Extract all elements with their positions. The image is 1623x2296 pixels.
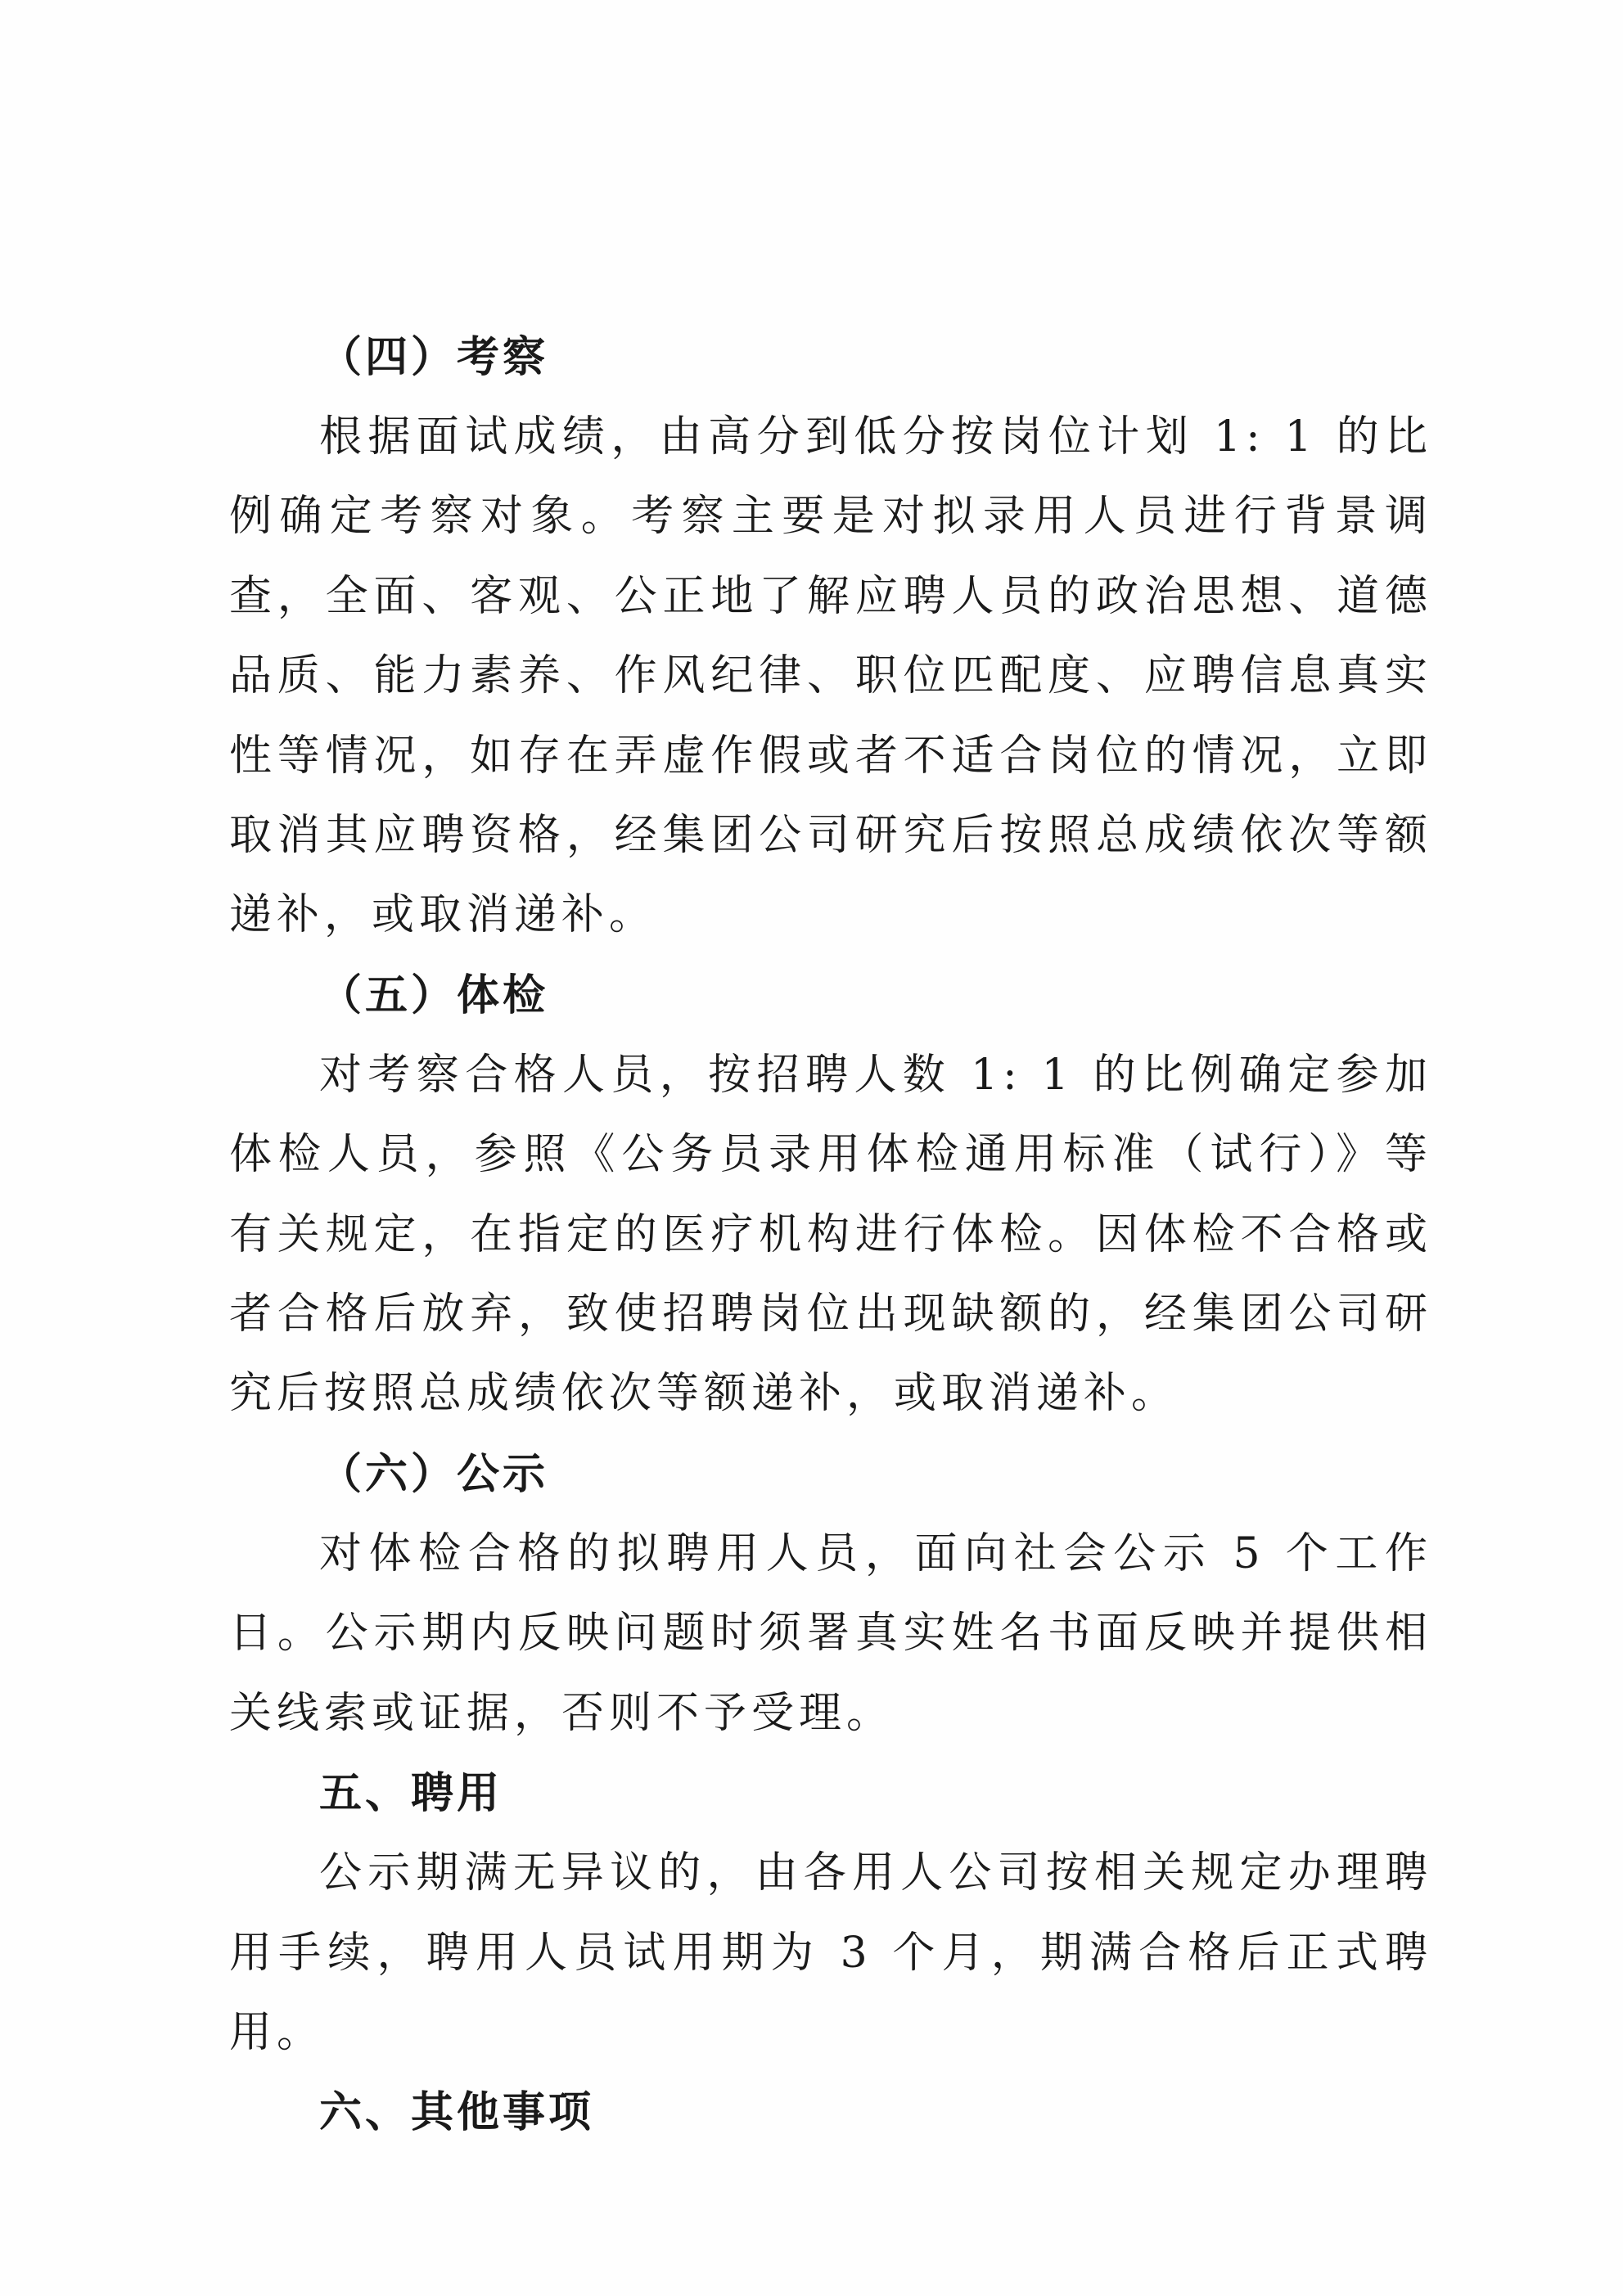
paragraph-employment: 公示期满无异议的，由各用人公司按相关规定办理聘用手续，聘用人员试用期为 3 个月，期满合格后正式聘用。 xyxy=(229,1848,1432,2057)
section-heading-other-matters: 六、其他事项 xyxy=(319,2088,595,2138)
paragraph-physical-exam: 对考察合格人员，按招聘人数 1: 1 的比例确定参加体检人员，参照《公务员录用体检通用标准（试行）》等有关规定，在指定的医疗机构进行体检。因体检不合格或者合格后放弃，致使招聘岗位出现缺额的，经集团公司研究后按照总成绩依次等额递补，或取消递补。 xyxy=(229,1050,1432,1419)
document-body xyxy=(229,317,1432,2153)
section-heading-physical-exam: （五）体检 xyxy=(319,970,549,1020)
section-heading-publicity: （六）公示 xyxy=(319,1449,549,1499)
section-heading-inspection: （四）考察 xyxy=(319,333,549,382)
paragraph-publicity: 对体检合格的拟聘用人员，面向社会公示 5 个工作日。公示期内反映问题时须署真实姓名书面反映并提供相关线索或证据，否则不予受理。 xyxy=(229,1528,1432,1738)
paragraph-inspection: 根据面试成绩，由高分到低分按岗位计划 1: 1 的比例确定考察对象。考察主要是对拟录用人员进行背景调查，全面、客观、公正地了解应聘人员的政治思想、道德品质、能力素养、作风纪律、职位匹配度、应聘信息真实性等情况，如存在弄虚作假或者不适合岗位的情况，立即取消其应聘资格，经集团公司研究后按照总成绩依次等额递补，或取消递补。 xyxy=(229,412,1432,940)
section-heading-employment: 五、聘用 xyxy=(319,1769,503,1819)
